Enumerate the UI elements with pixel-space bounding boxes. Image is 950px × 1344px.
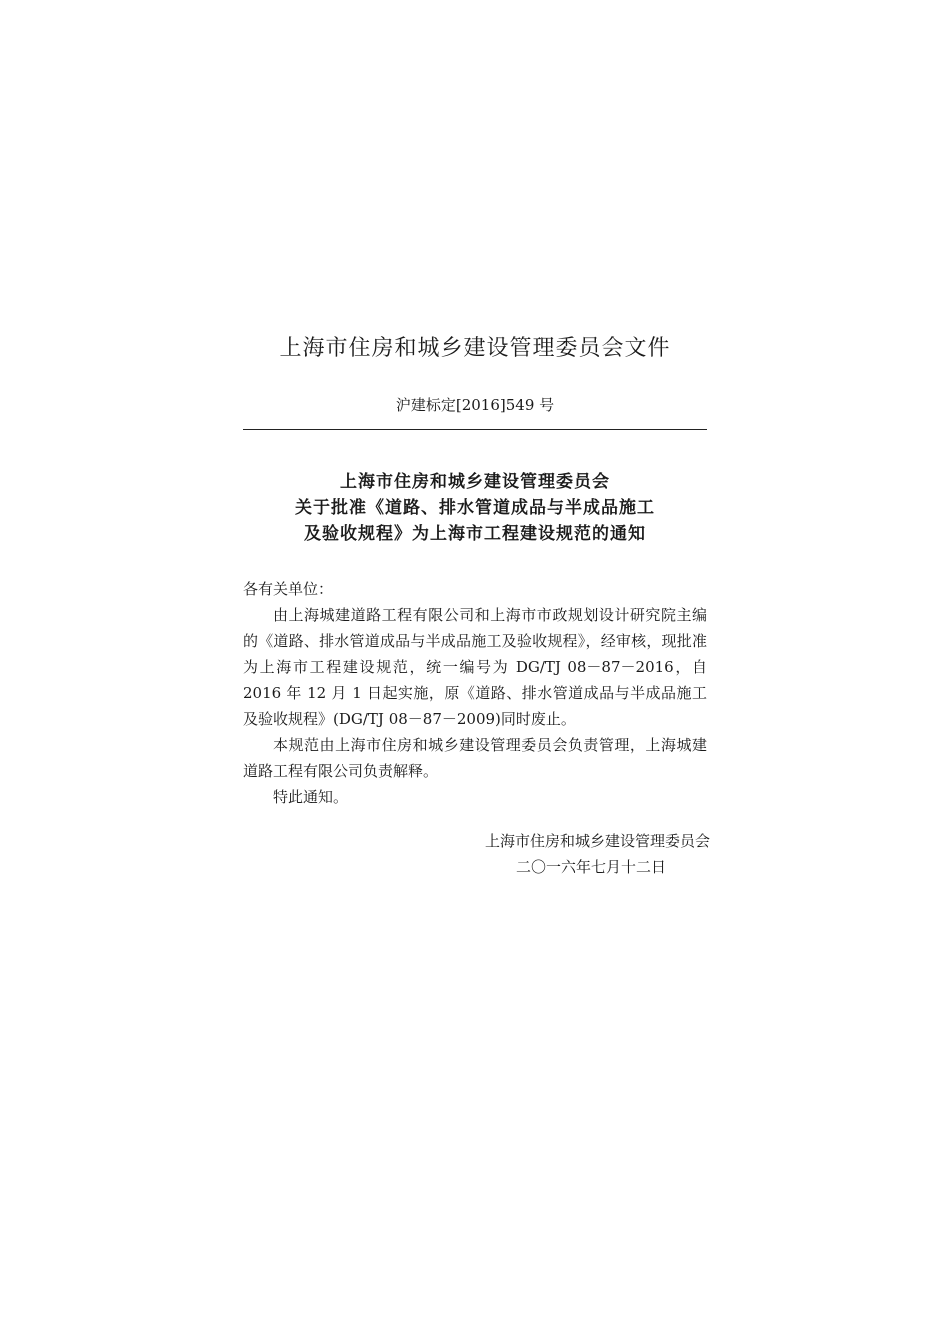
signature-block: [420, 828, 710, 880]
notice-title-line: 上海市住房和城乡建设管理委员会: [340, 472, 610, 492]
document-number: 沪建标定[2016]549 号: [395, 396, 555, 414]
body-paragraph: 特此通知。: [273, 788, 349, 806]
header-divider: [243, 429, 707, 430]
body-paragraph: 本规范由上海市住房和城乡建设管理委员会负责管理，上海城建道路工程有限公司负责解释。: [243, 736, 707, 780]
document-header-title: 上海市住房和城乡建设管理委员会文件: [279, 336, 671, 361]
salutation: 各有关单位：: [243, 580, 334, 598]
body-paragraph: 由上海城建道路工程有限公司和上海市市政规划设计研究院主编的《道路、排水管道成品与半成品施工及验收规程》，经审核，现批准为上海市工程建设规范，统一编号为 DG/TJ 08－87－2016，自 2016 年 12 月 1 日起实施，原《道路、排水管道成品与半成品施工及验收规程》(DG/TJ 08－87－2009)同时废止。: [243, 606, 707, 728]
notice-body: [243, 576, 707, 810]
notice-title-line: 关于批准《道路、排水管道成品与半成品施工: [295, 498, 655, 518]
signature-date: 二〇一六年七月十二日: [515, 858, 666, 876]
notice-title: [0, 469, 950, 547]
signature-issuer: 上海市住房和城乡建设管理委员会: [484, 832, 710, 850]
notice-title-line: 及验收规程》为上海市工程建设规范的通知: [304, 524, 646, 544]
